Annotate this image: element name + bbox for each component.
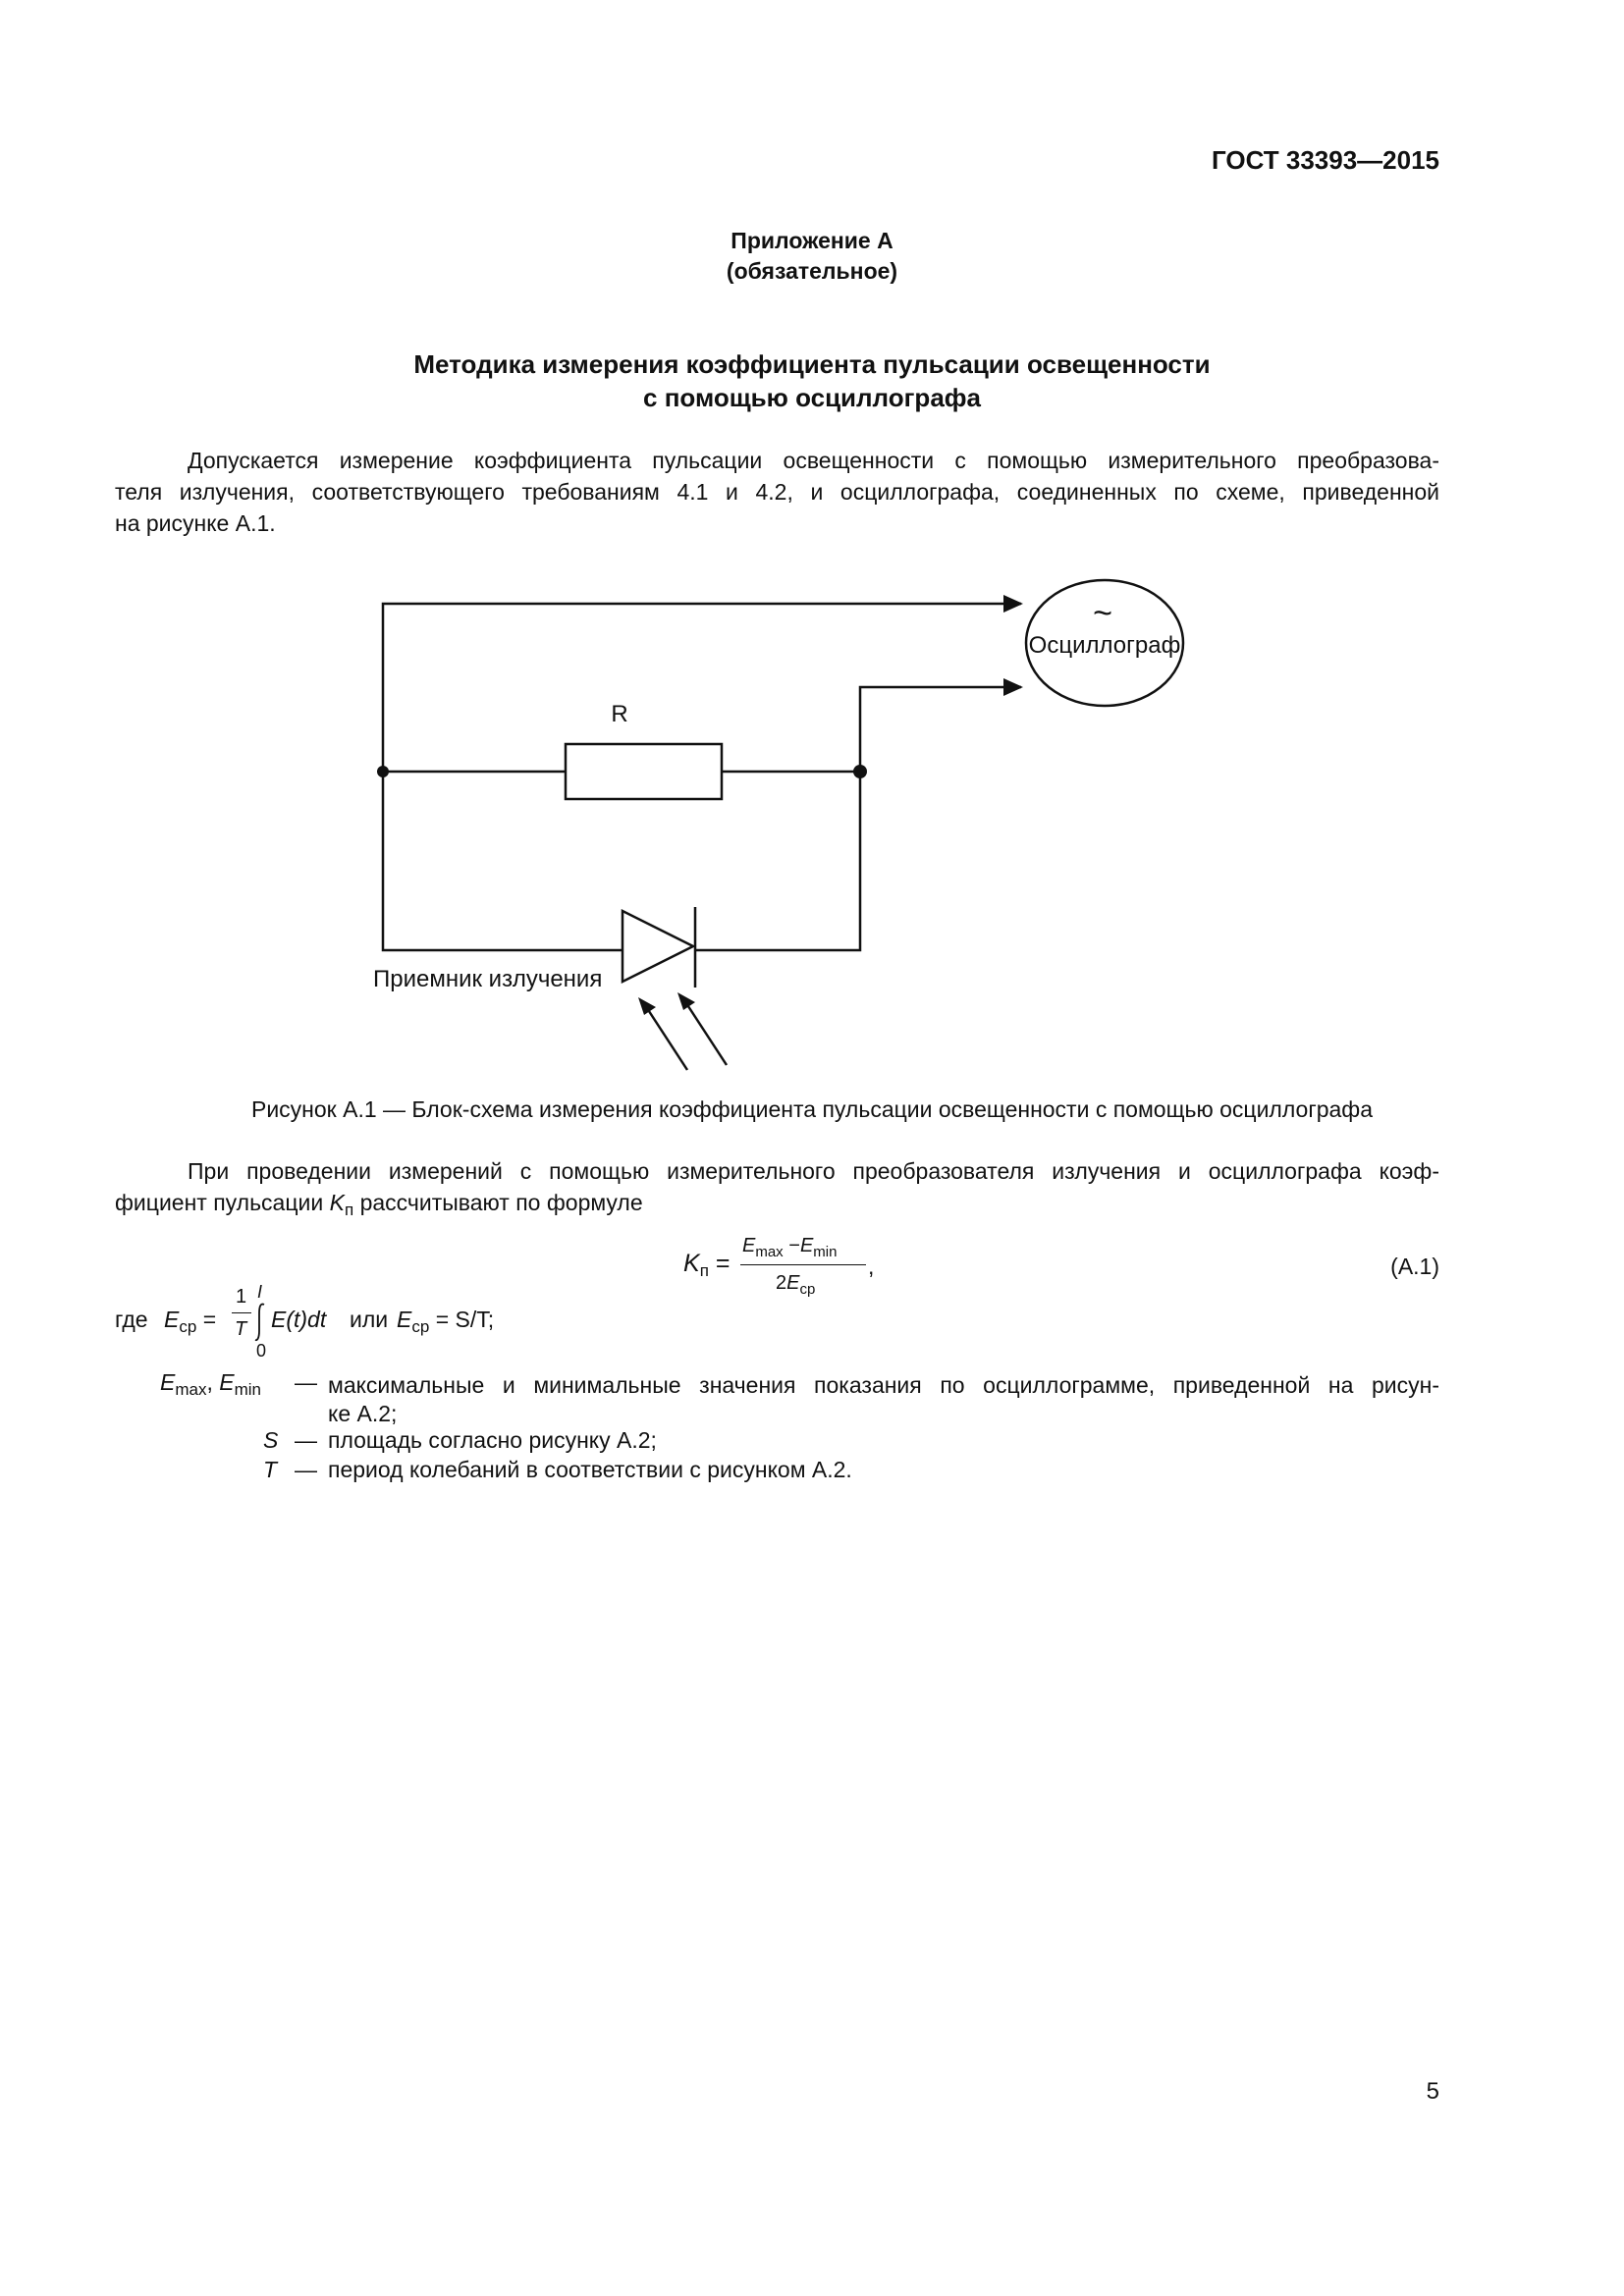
formula-numerator: $E_{max} -E_{min}$ [742,1235,838,1260]
where-or: или [350,1307,389,1332]
measure-line-2: фициент пульсации $K_п$ рассчитывают по формуле [115,1190,643,1219]
where-frac-den: T [235,1318,247,1340]
where-lead: где [115,1307,148,1332]
light-arrowhead-2 [677,992,695,1010]
appendix-status: (обязательное) [726,258,898,284]
light-ray-2 [684,1000,727,1065]
light-arrowhead-1 [638,997,656,1015]
arrow-second [1003,678,1023,696]
def-emax-emin-symbols: $E_{max}$, $E_{min}$ [160,1369,261,1399]
where-frac-num: 1 [236,1286,247,1308]
where-frac-bar [232,1312,251,1313]
integral-sign [253,1302,267,1343]
def-t-text: период колебаний в соответствии с рисунком А.2. [328,1457,852,1482]
intro-line-2: теля излучения, соответствующего требованиям 4.1 и 4.2, и осциллографа, соединенных по схеме, приведенной [115,479,1439,505]
def-s-dash: — [295,1427,317,1453]
integrand: E(t)dt [271,1307,327,1332]
figure-caption: Рисунок А.1 — Блок-схема измерения коэффициента пульсации освещенности с помощью осциллографа [250,1096,1374,1122]
def-t-symbol: T [263,1457,278,1482]
def-emax-dash: — [295,1369,317,1395]
oscilloscope-symbol: ~ [1093,595,1112,632]
formula-denominator: $2E_{ср}$ [776,1272,816,1298]
def-emax-text-1: максимальные и минимальные значения показания по осциллограмме, приведенной на рисун- [328,1372,1439,1398]
receiver-label: Приемник излучения [373,966,603,992]
intro-line-1: Допускается измерение коэффициента пульсации освещенности с помощью измерительного преобразова- [188,448,1439,473]
junction-dot-left [377,766,389,777]
light-ray-1 [645,1005,687,1070]
section-title-line1: Методика измерения коэффициента пульсации освещенности [413,349,1211,379]
formula-lhs: $K_п$ = [683,1250,731,1280]
wire-upper-right [860,687,1021,772]
formula-comma: , [868,1254,875,1279]
junction-dot-right [853,765,867,778]
section-title-line2: с помощью осциллографа [643,383,981,412]
measure-line-1: При проведении измерений с помощью измерительного преобразователя излучения и осциллографа коэф- [188,1158,1439,1184]
def-emax-text-2: ке А.2; [328,1401,398,1426]
resistor-label: R [611,701,628,727]
document-id: ГОСТ 33393—2015 [1212,145,1439,175]
formula-number: (А.1) [1390,1254,1439,1279]
arrow-top [1003,595,1023,613]
def-s-text: площадь согласно рисунку А.2; [328,1427,657,1453]
where-alt: $E_{ср} = S/T$; [397,1307,495,1336]
integral-lower: 0 [256,1341,267,1361]
intro-line-3: на рисунке А.1. [115,510,276,536]
fraction-bar [740,1264,866,1265]
wire-top [383,604,1021,777]
resistor [566,744,722,799]
oscilloscope-label: Осциллограф [1028,632,1181,659]
appendix-title: Приложение А [731,228,893,253]
def-s-symbol: S [263,1427,279,1453]
where-ecp: $E_{ср}$ = [164,1307,217,1336]
circuit-diagram [0,0,1624,1099]
photodiode-triangle [623,911,693,982]
page-number: 5 [1426,2078,1439,2105]
integral-upper: I [257,1282,263,1302]
def-t-dash: — [295,1457,317,1482]
